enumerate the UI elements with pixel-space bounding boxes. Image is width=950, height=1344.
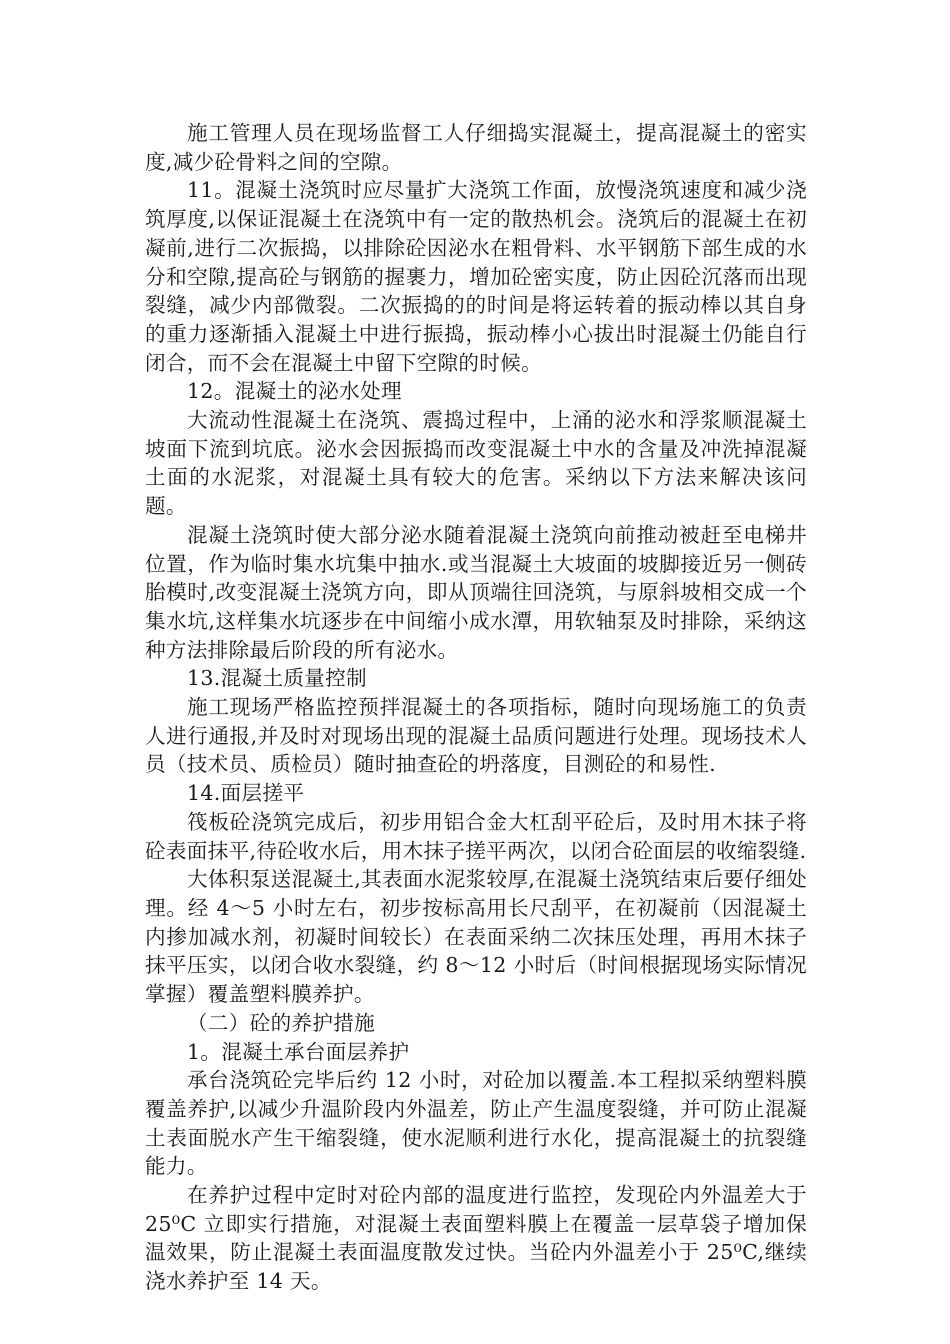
paragraph-surface-smoothing: 筏板砼浇筑完成后，初步用铝合金大杠刮平砼后，及时用木抹子将砼表面抹平,待砼收水后，用木抹子搓平两次，以闭合砼面层的收缩裂缝.	[145, 809, 807, 863]
heading-item-14: 14.面层搓平	[187, 781, 305, 806]
heading-item-12: 12。混凝土的泌水处理	[187, 379, 402, 404]
paragraph-quality-control: 施工现场严格监控预拌混凝土的各项指标，随时向现场施工的负责人进行通报,并及时对现场出现的混凝土品质问题进行处理。现场技术人员（技术员、质检员）随时抽查砼的坍落度，目测砼的和易性.	[145, 695, 807, 777]
heading-curing-item-1: 1。混凝土承台面层养护	[187, 1039, 410, 1064]
paragraph-supervision: 施工管理人员在现场监督工人仔细捣实混凝土，提高混凝土的密实度,减少砼骨料之间的空隙。	[145, 121, 807, 174]
paragraph-mass-concrete: 大体积泵送混凝土,其表面水泥浆较厚,在混凝土浇筑结束后要仔细处理。经 4～5 小时左右，初步按标高用长尺刮平，在初凝前（因混凝土内掺加减水剂，初凝时间较长）在表面采纳二次抹压处理，再用木抹子抹平压实，以闭合收水裂缝，约 8～12 小时后（时间根据现场实际情况掌握）覆盖塑料膜养护。	[145, 867, 807, 1007]
heading-curing-measures: （二）砼的养护措施	[187, 1010, 376, 1035]
paragraph-item-11: 11。混凝土浇筑时应尽量扩大浇筑工作面，放慢浇筑速度和减少浇筑厚度,以保证混凝土在浇筑中有一定的散热机会。浇筑后的混凝土在初凝前,进行二次振捣，以排除砼因泌水在粗骨料、水平钢筋下部生成的水分和空隙,提高砼与钢筋的握裹力，增加砼密实度，防止因砼沉落而出现裂缝，减少内部微裂。二次振捣的的时间是将运转着的振动棒以其自身的重力逐渐插入混凝土中进行振捣，振动棒小心拔出时混凝土仍能自行闭合，而不会在混凝土中留下空隙的时候。	[145, 178, 807, 375]
heading-item-13: 13.混凝土质量控制	[187, 666, 367, 691]
document-page	[145, 119, 807, 1296]
paragraph-cap-curing: 承台浇筑砼完毕后约 12 小时，对砼加以覆盖.本工程拟采纳塑料膜覆盖养护,以减少升温阶段内外温差，防止产生温度裂缝，并可防止混凝土表面脱水产生干缩裂缝，使水泥顺利进行水化，提高混凝土的抗裂缝能力。	[145, 1068, 807, 1179]
paragraph-bleeding-water: 大流动性混凝土在浇筑、震捣过程中，上涌的泌水和浮浆顺混凝土坡面下流到坑底。泌水会因振捣而改变混凝土中水的含量及冲洗掉混凝土面的水泥浆，对混凝土具有较大的危害。采纳以下方法来解决该问题。	[145, 408, 807, 519]
paragraph-bleeding-method: 混凝土浇筑时使大部分泌水随着混凝土浇筑向前推动被赶至电梯井位置，作为临时集水坑集中抽水.或当混凝土大坡面的坡脚接近另一侧砖胎模时,改变混凝土浇筑方向，即从顶端往回浇筑，与原斜坡相交成一个集水坑,这样集水坑逐步在中间缩小成水潭，用软轴泵及时排除，采纳这种方法排除最后阶段的所有泌水。	[145, 522, 807, 662]
paragraph-temperature-monitoring: 在养护过程中定时对砼内部的温度进行监控，发现砼内外温差大于 25⁰C 立即实行措施，对混凝土表面塑料膜上在覆盖一层草袋子增加保温效果，防止混凝土表面温度散发过快。当砼内外温差小于 25⁰C,继续浇水养护至 14 天。	[145, 1183, 807, 1294]
